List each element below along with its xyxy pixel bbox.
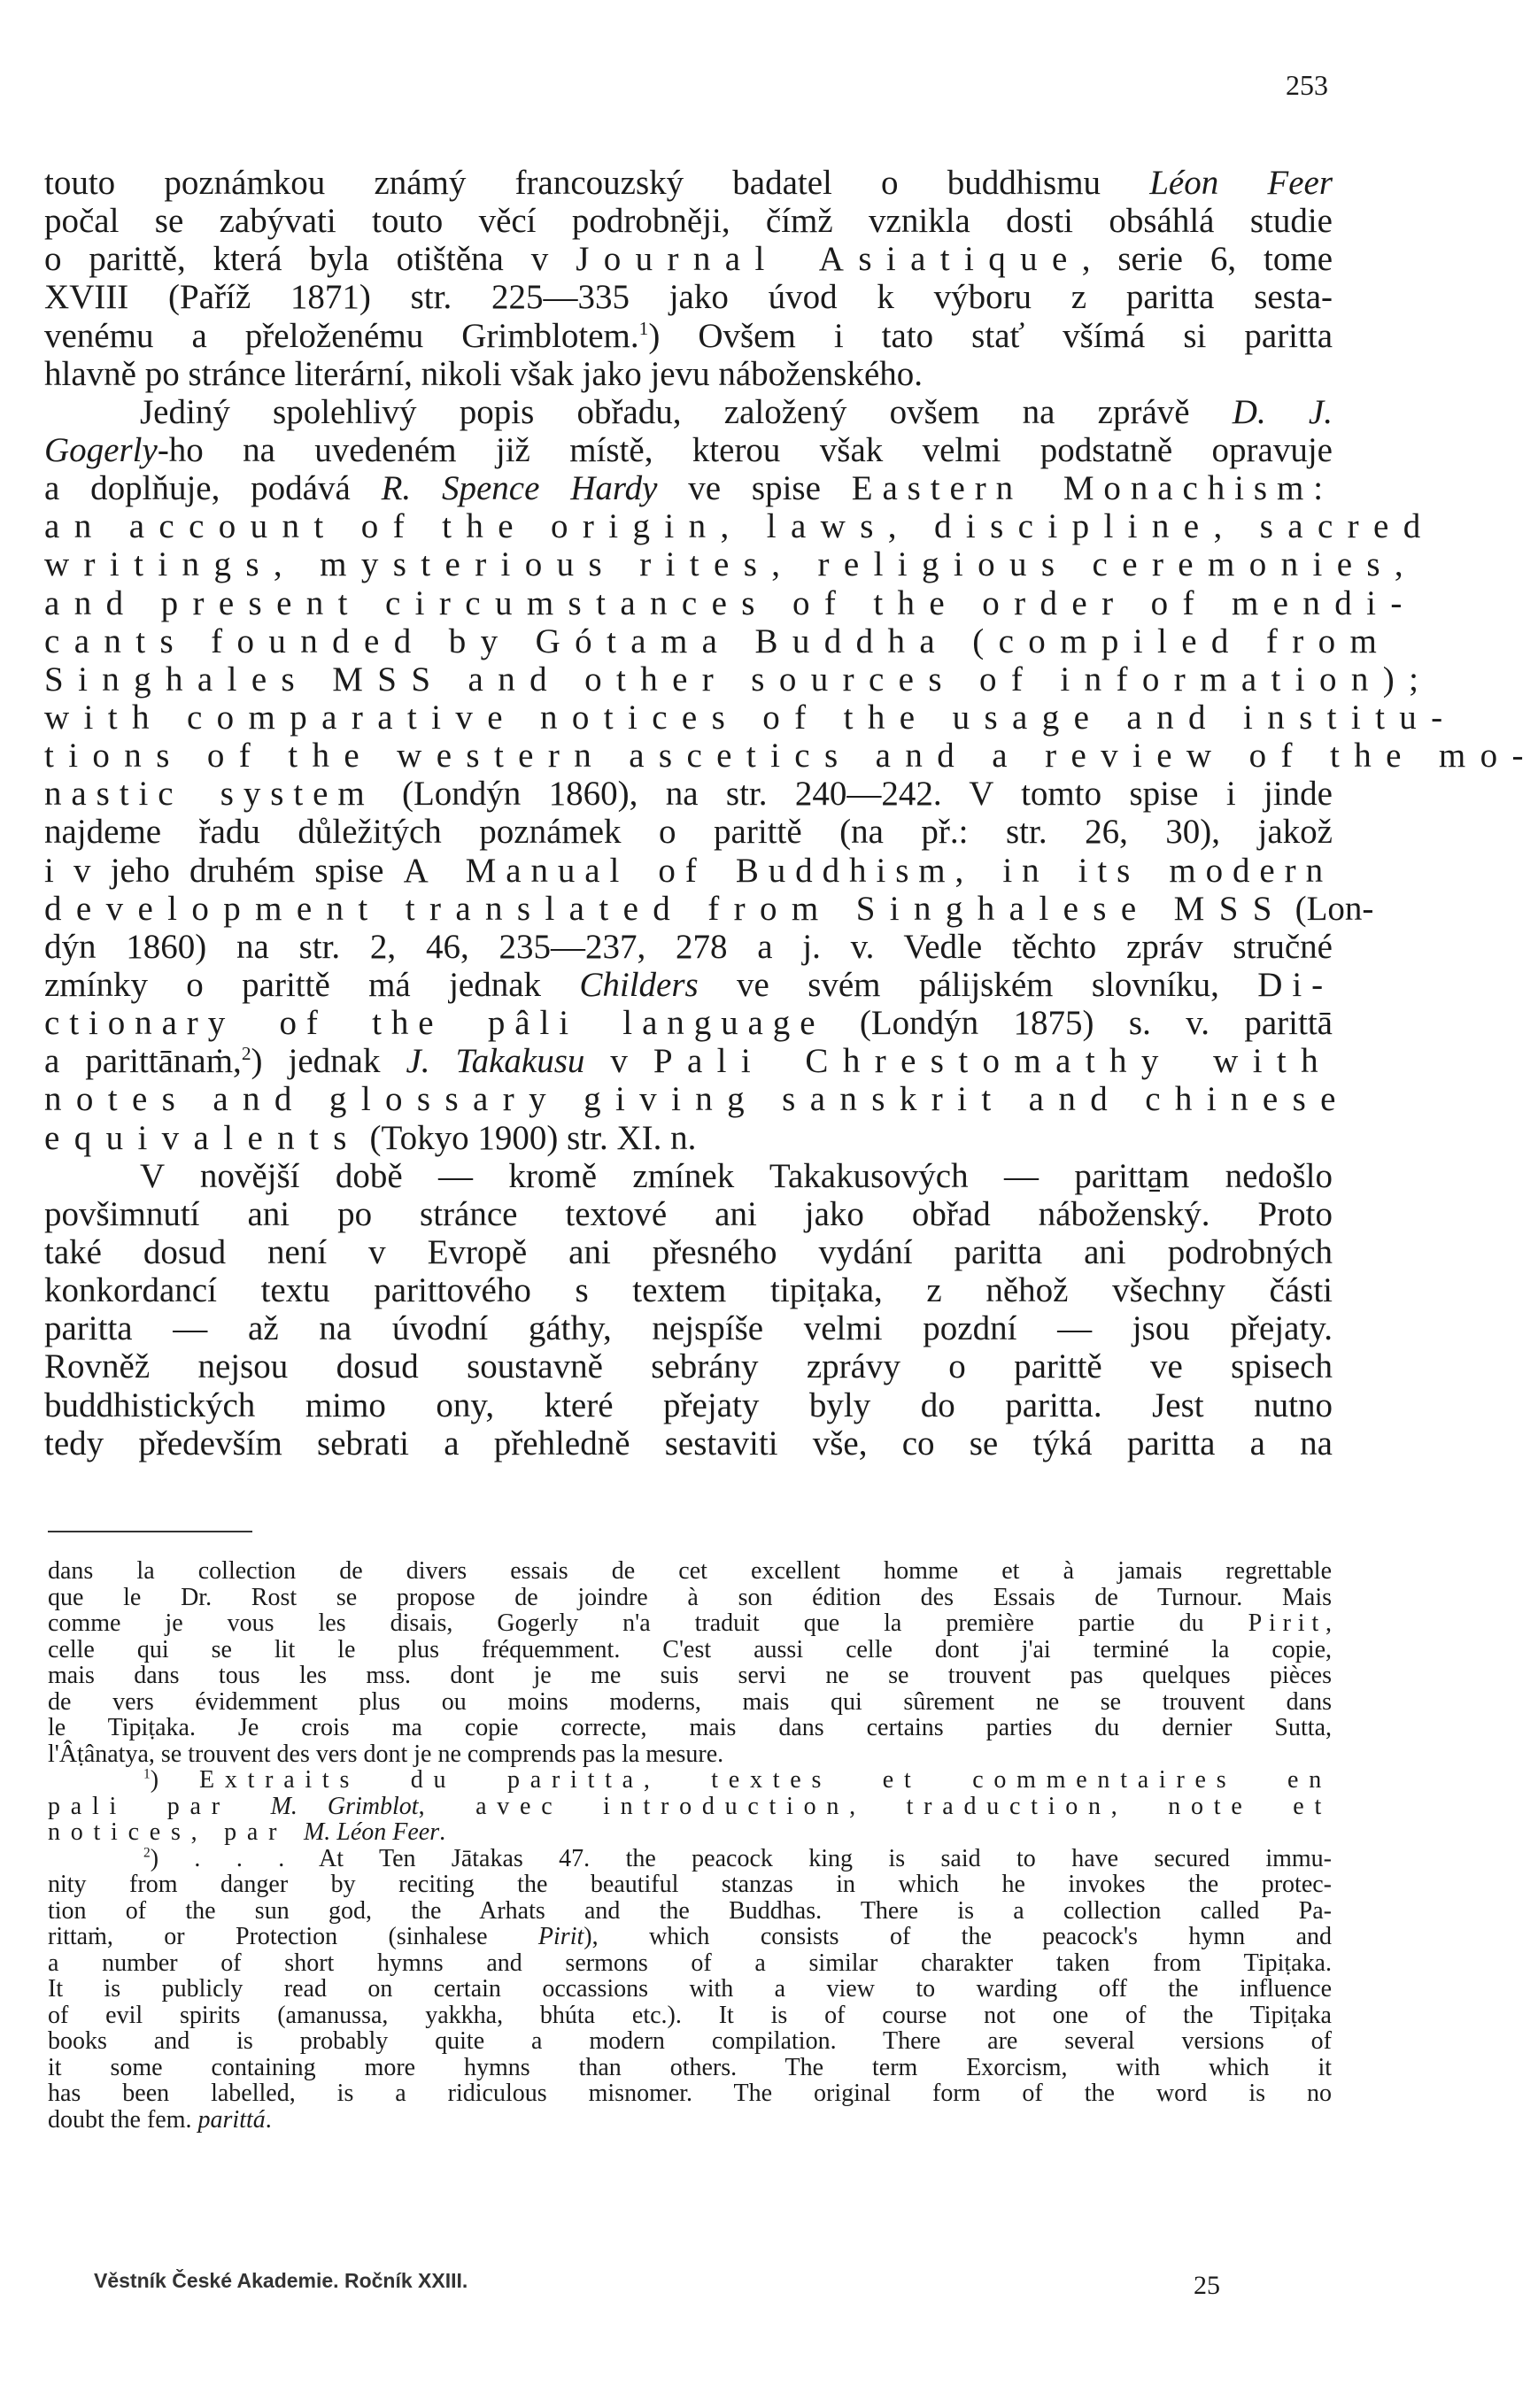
text-line: touto poznámkou známý francouzský badatel o buddhismu Léon Feer xyxy=(44,164,1333,202)
italic-text: Pirit xyxy=(537,1923,584,1950)
text-line: také dosud není v Evropě ani přesného vydání paritta ani podrobných xyxy=(44,1232,1333,1271)
italic-text: parittá xyxy=(197,2105,266,2134)
text-line: V novější době — kromě zmínek Takakusových — paritta̱m nedošlo xyxy=(140,1156,1333,1195)
text-line: a parittānaṁ,$^2$) jednak J. Takakusu v Pali Chrestomathy with xyxy=(44,1042,1333,1081)
text-line: paritta — až na úvodní gáthy, nejspíše velmi pozdní — jsou přejaty. xyxy=(44,1309,1333,1348)
footnote-line: comme je vous les disais, Gogerly n'a traduit que la première partie du Pirit, xyxy=(48,1609,1332,1637)
text-line: Gogerly-ho na uvedeném již místě, kterou však velmi podstatně opravuje xyxy=(44,430,1333,469)
footnote-line: $^1$) Extraits du paritta, textes et commentaires en xyxy=(143,1766,1333,1794)
text-line xyxy=(44,507,1435,546)
spaced-title: Singhales MSS and other sources of information); xyxy=(44,660,1434,698)
text-line: i v jeho druhém spise A Manual of Buddhism, in its modern xyxy=(44,851,1333,890)
spaced-title: and present circumstances of the order of mendi- xyxy=(44,583,1417,622)
spaced-title: development translated from Singhalese MSS xyxy=(44,889,1287,928)
main-text xyxy=(44,164,1538,1463)
footnote-line: books and is probably quite a modern compilation. There are several versions of xyxy=(48,2027,1332,2055)
text-line: najdeme řadu důležitých poznámek o parittě (na př.: str. 26, 30), jakož xyxy=(44,813,1333,852)
text-line xyxy=(44,737,1538,776)
page-number: 253 xyxy=(1286,69,1328,101)
italic-text: D. J. xyxy=(1232,392,1333,431)
text-line xyxy=(44,583,1417,622)
text-line: zmínky o parittě má jednak Childers ve svém pálijském slovníku, Di- xyxy=(44,965,1333,1004)
footnote-line: que le Dr. Rost se propose de joindre à son édition des Essais de Turnour. Mais xyxy=(48,1583,1332,1611)
footnote-line: a number of short hymns and sermons of a similar charakter taken from Tipiṭaka. xyxy=(48,1949,1332,1977)
footnote-line: l'Âṭânatya, se trouvent des vers dont je ne comprends pas la mesure. xyxy=(48,1740,724,1768)
text-line: konkordancí textu parittového s textem tipiṭaka, z něhož všechny části xyxy=(44,1271,1333,1310)
italic-text: Childers xyxy=(579,965,699,1004)
footnote-line xyxy=(48,1794,1332,1820)
italic-text: Léon Feer xyxy=(1149,164,1333,202)
text-line: dýn 1860) na str. 2, 46, 235—237, 278 a j. v. Vedle těchto zpráv stručné xyxy=(44,927,1333,966)
footnote-marker: 1 xyxy=(638,317,649,339)
spaced-title: an account of the origin, laws, discipline, sacred xyxy=(44,507,1435,546)
spaced-title: Eastern Monachism: xyxy=(851,469,1333,508)
spaced-title: Di- xyxy=(1257,965,1333,1004)
footnote-line: tion of the sun god, the Arhats and the Buddhas. There is a collection called Pa- xyxy=(48,1896,1332,1925)
footnote-marker: 1 xyxy=(143,1766,151,1782)
footnote-separator xyxy=(48,1531,252,1532)
spaced-title: Pirit xyxy=(1248,1609,1325,1637)
footnote-line: of evil spirits (amanussa, yakkha, bhúta etc.). It is of course not one of the Tipiṭaka xyxy=(48,2001,1332,2029)
footnote-marker: 2 xyxy=(241,1043,251,1065)
spaced-title: Journal Asiatique xyxy=(576,240,1082,279)
italic-text: J. Takakusu xyxy=(406,1042,585,1081)
text-line xyxy=(44,1080,1350,1119)
footnote-line: It is publicly read on certain occassions with a view to warding off the influence xyxy=(48,1975,1332,2003)
text-line: nastic system (Londýn 1860), na str. 240—242. V tomto spise i jinde xyxy=(44,775,1333,814)
italic-text: R. Spence Hardy xyxy=(381,469,658,508)
footnote-line: doubt the fem. parittá. xyxy=(48,2105,272,2134)
spaced-title: equivalents xyxy=(44,1118,361,1157)
spaced-title: Pali Chrestomathy with xyxy=(653,1042,1333,1081)
footnote-marker: 2 xyxy=(143,1845,151,1861)
signature-mark: 25 xyxy=(1194,2271,1220,2300)
spaced-title: writings, mysterious rites, religious ceremonies, xyxy=(44,545,1418,584)
spaced-title: tions of the western ascetics and a review of the mo- xyxy=(44,737,1538,776)
text-line: Rovněž nejsou dosud soustavně sebrány zprávy o parittě ve spisech xyxy=(44,1347,1333,1386)
footnote-line: rittaṁ, or Protection (sinhalese Pirit), which consists of the peacock's hymn and xyxy=(48,1923,1332,1950)
spaced-title: notices, par xyxy=(48,1818,304,1846)
text-line xyxy=(44,698,1457,737)
text-line: XVIII (Paříž 1871) str. 225—335 jako úvod k výboru z paritta sesta- xyxy=(44,278,1333,317)
footnotes xyxy=(48,1558,1332,2133)
text-line: o parittě, která byla otištěna v Journal Asiatique, serie 6, tome xyxy=(44,240,1333,279)
footnote-line: dans la collection de divers essais de cet excellent homme et à jamais regrettable xyxy=(48,1557,1332,1585)
text-line: venému a přeloženému Grimblotem.$^1$) Ovšem i tato stať všímá si paritta xyxy=(44,316,1333,355)
footnote-line: it some containing more hymns than others. The term Exorcism, with which it xyxy=(48,2053,1332,2081)
text-line: development translated from Singhalese MSS (Lon- xyxy=(44,889,1374,928)
footnote-line: nity from danger by reciting the beautiful stanzas in which he invokes the protec- xyxy=(48,1871,1332,1898)
italic-text: M. Grimblot xyxy=(270,1792,419,1820)
journal-footer: Věstník České Akademie. Ročník XXIII. xyxy=(94,2269,468,2292)
spaced-title: notes and glossary giving sanskrit and chinese xyxy=(44,1080,1350,1119)
footnote-line: mais dans tous les mss. dont je me suis servi ne se trouvent pas quelques pièces xyxy=(48,1662,1332,1689)
spaced-title: A Manual of Buddhism, in its modern xyxy=(403,851,1333,890)
text-line: ctionary of the pâli language (Londýn 1875) s. v. parittā xyxy=(44,1004,1333,1043)
footnote-line: has been labelled, is a ridiculous misnomer. The original form of the word is no xyxy=(48,2080,1332,2107)
footnote-line: notices, par M. Léon Feer. xyxy=(48,1818,446,1846)
spaced-title: Extraits du paritta, textes et commentaires en xyxy=(198,1766,1333,1794)
text-line xyxy=(44,545,1418,584)
text-line: povšimnutí ani po stránce textové ani jako obřad náboženský. Proto xyxy=(44,1194,1333,1233)
spaced-title: pali par xyxy=(48,1792,271,1820)
spaced-title: ctionary of the pâli language xyxy=(44,1004,825,1043)
text-line xyxy=(44,660,1434,698)
text-line: equivalents (Tokyo 1900) str. XI. n. xyxy=(44,1118,697,1157)
text-line: buddhistických mimo ony, které přejaty byly do paritta. Jest nutno xyxy=(44,1385,1333,1424)
spaced-title: with comparative notices of the usage and institu- xyxy=(44,698,1457,737)
text-line: hlavně po stránce literární, nikoli však jako jevu náboženského. xyxy=(44,354,924,393)
footnote-line: de vers évidemment plus ou moins moderns, mais qui sûrement ne se trouvent dans xyxy=(48,1687,1332,1716)
text-line: tedy především sebrati a přehledně sestaviti vše, co se týká paritta a na xyxy=(44,1424,1333,1463)
text-line: Jediný spolehlivý popis obřadu, založený ovšem na zprávě D. J. xyxy=(140,392,1333,431)
spaced-title: , avec introduction, traduction, note et xyxy=(418,1792,1332,1820)
italic-text: M. Léon Feer xyxy=(303,1818,440,1846)
spaced-title: nastic system xyxy=(44,775,375,814)
spaced-title: cants founded by Gótama Buddha (compiled from xyxy=(44,621,1392,660)
footnote-line: le Tipiṭaka. Je crois ma copie correcte, mais dans certains parties du dernier Sutta, xyxy=(48,1714,1332,1741)
text-line: a doplňuje, podává R. Spence Hardy ve spise Eastern Monachism: xyxy=(44,469,1333,508)
footnote-line: $^2$) . . . At Ten Jātakas 47. the peacock king is said to have secured immu- xyxy=(143,1844,1332,1872)
italic-text: Gogerly xyxy=(44,430,158,469)
text-line xyxy=(44,621,1392,660)
text-line: počal se zabývati touto věcí podrobněji, čímž vznikla dosti obsáhlá studie xyxy=(44,202,1333,241)
footnote-line: celle qui se lit le plus fréquemment. C'est aussi celle dont j'ai terminé la copie, xyxy=(48,1635,1332,1663)
